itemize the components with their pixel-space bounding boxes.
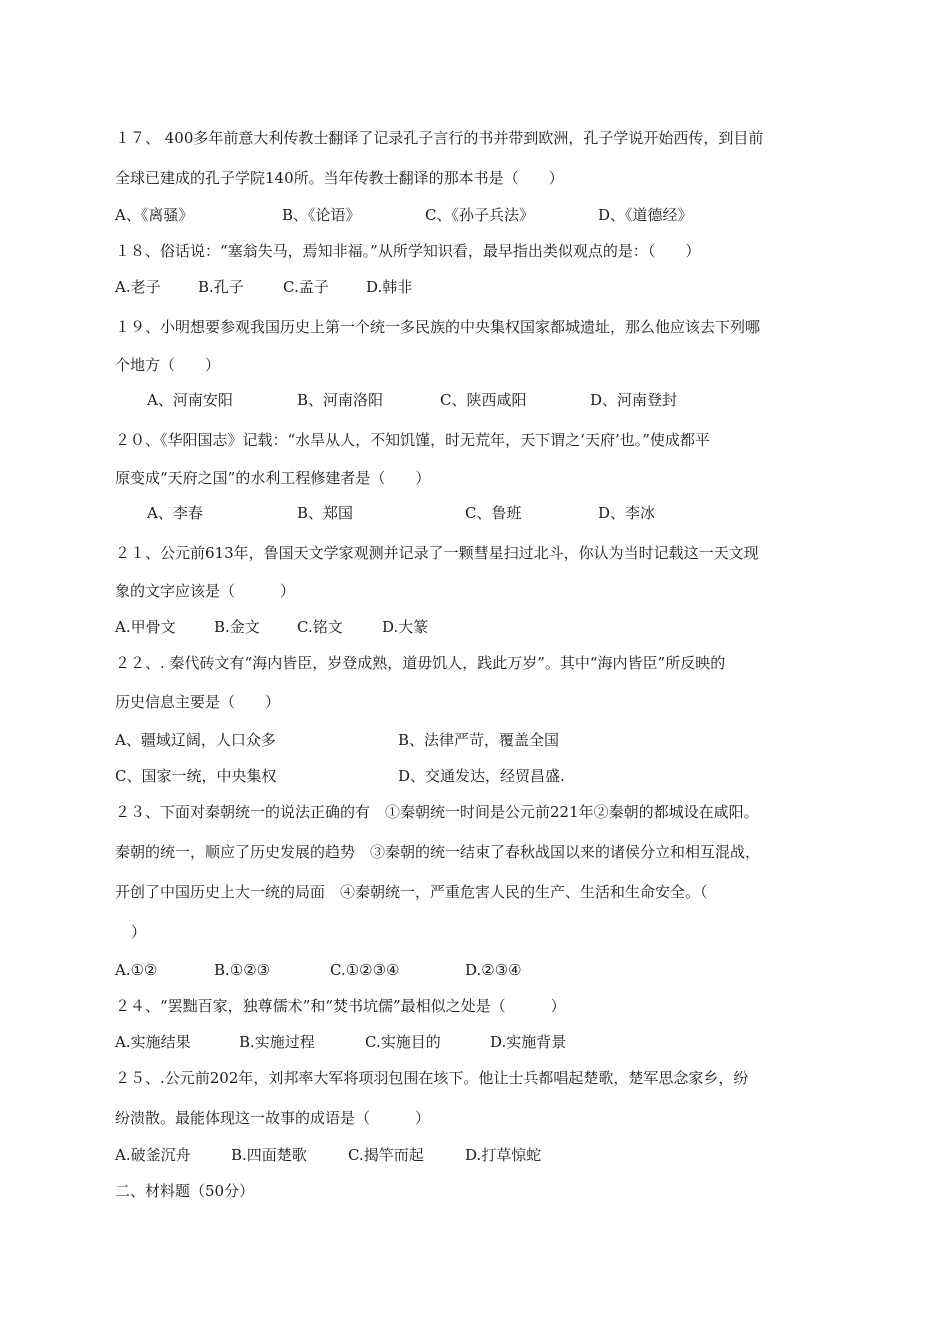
q21-option-c: C.铭文 [297,618,343,636]
q25-line2: 纷溃散。最能体现这一故事的成语是（ ） [115,1109,431,1127]
q20-option-d: D、李冰 [598,504,656,522]
q23-line1: ２３、下面对秦朝统一的说法正确的有 ①秦朝统一时间是公元前221年②秦朝的都城设在咸阳。 [115,803,759,821]
q23-line4: ） [131,923,147,941]
q19-option-c: C、陕西咸阳 [440,391,527,409]
q20-option-a: A、李春 [147,504,203,522]
q18-option-c: C.孟子 [283,278,329,296]
q23-option-c: C.①②③④ [330,961,400,979]
q25-option-b: B.四面楚歌 [231,1146,307,1164]
q18-line1: １８、俗话说：“塞翁失马，焉知非福。”从所学知识看，最早指出类似观点的是：（ ） [115,242,701,260]
q25-option-c: C.揭竿而起 [348,1146,424,1164]
q25-option-a: A.破釜沉舟 [115,1146,191,1164]
q24-option-b: B.实施过程 [239,1033,315,1051]
q23-option-d: D.②③④ [465,961,522,979]
q24-option-d: D.实施背景 [490,1033,567,1051]
q22-line2: 历史信息主要是（ ） [115,693,281,711]
q17-line2: 全球已建成的孔子学院140所。当年传教士翻译的那本书是（ ） [115,169,564,187]
q17-option-c: C、《孙子兵法》 [425,206,534,224]
q23-line3: 开创了中国历史上大一统的局面 ④秦朝统一，严重危害人民的生产、生活和生命安全。（ [115,883,708,901]
q22-option-b: B、法律严苛，覆盖全国 [398,731,560,749]
q20-option-b: B、郑国 [297,504,354,522]
q17-line1: １７、 400多年前意大利传教士翻译了记录孔子言行的书并带到欧洲，孔子学说开始西传，到目前 [115,129,764,147]
q18-option-b: B.孔子 [198,278,244,296]
q20-line2: 原变成“天府之国”的水利工程修建者是（ ） [115,469,431,487]
q17-option-d: D、《道德经》 [598,206,693,224]
q18-option-a: A.老子 [115,278,161,296]
q19-line1: １９、小明想要参观我国历史上第一个统一多民族的中央集权国家都城遗址，那么他应该去下列哪 [115,318,761,336]
q19-line2: 个地方（ ） [115,356,221,374]
q21-line2: 象的文字应该是（ ） [115,582,296,600]
q22-line1: ２２、. 秦代砖文有“海内皆臣，岁登成熟，道毋饥人，践此万岁”。其中“海内皆臣”所反映的 [115,654,726,672]
q19-option-d: D、河南登封 [590,391,678,409]
q23-option-b: B.①②③ [214,961,271,979]
q17-option-a: A、《离骚》 [115,206,194,224]
q17-option-b: B、《论语》 [282,206,361,224]
q20-line1: ２０、《华阳国志》记载：“水旱从人，不知饥馑，时无荒年，天下谓之‘天府’也。”使成都平 [115,431,710,449]
q22-option-c: C、国家一统，中央集权 [115,767,277,785]
q18-option-d: D.韩非 [366,278,413,296]
q23-line2: 秦朝的统一，顺应了历史发展的趋势 ③秦朝的统一结束了春秋战国以来的诸侯分立和相互混战， [115,843,761,861]
q25-option-d: D.打草惊蛇 [465,1146,542,1164]
q21-option-d: D.大篆 [382,618,429,636]
q21-line1: ２１、公元前613年，鲁国天文学家观测并记录了一颗彗星扫过北斗，你认为当时记载这一天文现 [115,544,759,562]
section-heading: 二、材料题（50分） [115,1182,255,1200]
q22-option-a: A、疆域辽阔，人口众多 [115,731,276,749]
q23-option-a: A.①② [115,961,158,979]
q22-option-d: D、交通发达，经贸昌盛. [398,767,565,785]
q24-line1: ２４、“罢黜百家，独尊儒术”和“焚书坑儒”最相似之处是（ ） [115,997,566,1015]
q19-option-b: B、河南洛阳 [297,391,384,409]
q20-option-c: C、鲁班 [465,504,522,522]
q24-option-c: C.实施目的 [365,1033,441,1051]
q24-option-a: A.实施结果 [115,1033,191,1051]
q19-option-a: A、河南安阳 [147,391,233,409]
q21-option-a: A.甲骨文 [115,618,176,636]
q21-option-b: B.金文 [214,618,260,636]
q25-line1: ２５、.公元前202年，刘邦率大军将项羽包围在垓下。他让士兵都唱起楚歌，楚军思念家乡，纷 [115,1069,749,1087]
